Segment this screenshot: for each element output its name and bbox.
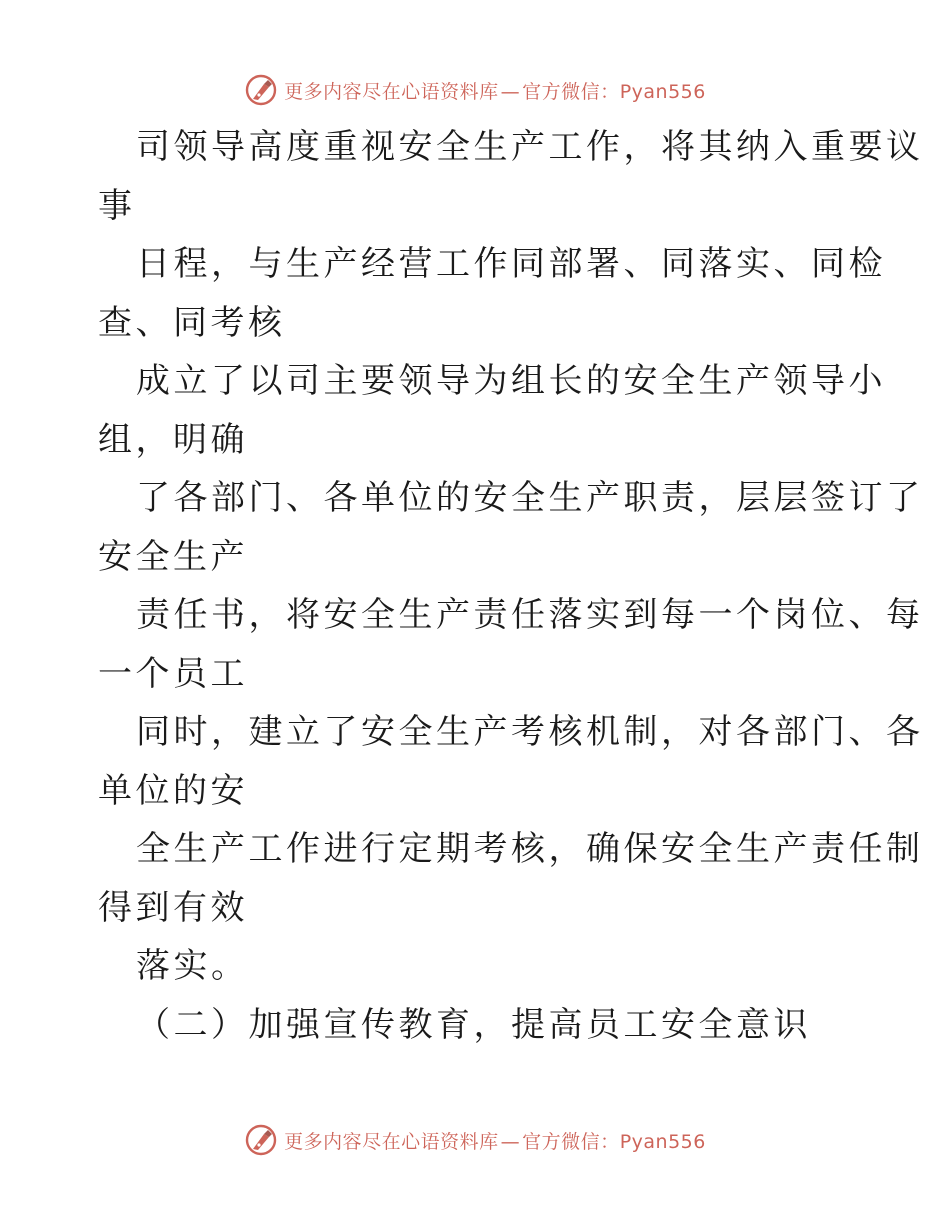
footer-watermark xyxy=(0,1120,950,1160)
text-line: 了各部门、各单位的安全生产职责，层层签订了 xyxy=(136,478,924,518)
text-line: 查、同考核 xyxy=(98,302,286,343)
watermark-main-text: 更多内容尽在心语资料库 xyxy=(284,1130,499,1153)
watermark-separator: — xyxy=(500,80,521,103)
document-body xyxy=(98,118,924,1054)
watermark-separator: — xyxy=(500,1130,521,1153)
text-line: 日程，与生产经营工作同部署、同落实、同检 xyxy=(136,244,886,284)
text-line: 成立了以司主要领导为组长的安全生产领导小 xyxy=(136,361,886,401)
text-line: 得到有效 xyxy=(98,887,248,928)
text-line: 落实。 xyxy=(136,946,249,986)
watermark-wechat-label: 官方微信： xyxy=(522,80,620,103)
watermark-text xyxy=(284,77,706,104)
watermark-wechat-id: Pyan556 xyxy=(619,80,706,103)
text-line: 全生产工作进行定期考核，确保安全生产责任制 xyxy=(136,829,924,869)
watermark-text xyxy=(284,1127,706,1154)
text-line: （二）加强宣传教育，提高员工安全意识 xyxy=(136,1004,811,1045)
pen-nib-logo-icon xyxy=(244,1123,278,1157)
watermark-wechat-id: Pyan556 xyxy=(619,1130,706,1153)
text-line: 一个员工 xyxy=(98,653,248,694)
watermark-wechat-label: 官方微信： xyxy=(522,1130,620,1153)
text-line: 组，明确 xyxy=(98,419,248,460)
text-line: 责任书，将安全生产责任落实到每一个岗位、每 xyxy=(136,595,924,635)
text-line: 事 xyxy=(98,185,136,226)
text-line: 同时，建立了安全生产考核机制，对各部门、各 xyxy=(136,712,924,752)
text-line: 安全生产 xyxy=(98,536,248,577)
watermark-main-text: 更多内容尽在心语资料库 xyxy=(284,80,499,103)
text-line: 司领导高度重视安全生产工作，将其纳入重要议 xyxy=(136,127,924,167)
header-watermark xyxy=(0,70,950,110)
pen-nib-logo-icon xyxy=(244,73,278,107)
text-line: 单位的安 xyxy=(98,770,248,811)
